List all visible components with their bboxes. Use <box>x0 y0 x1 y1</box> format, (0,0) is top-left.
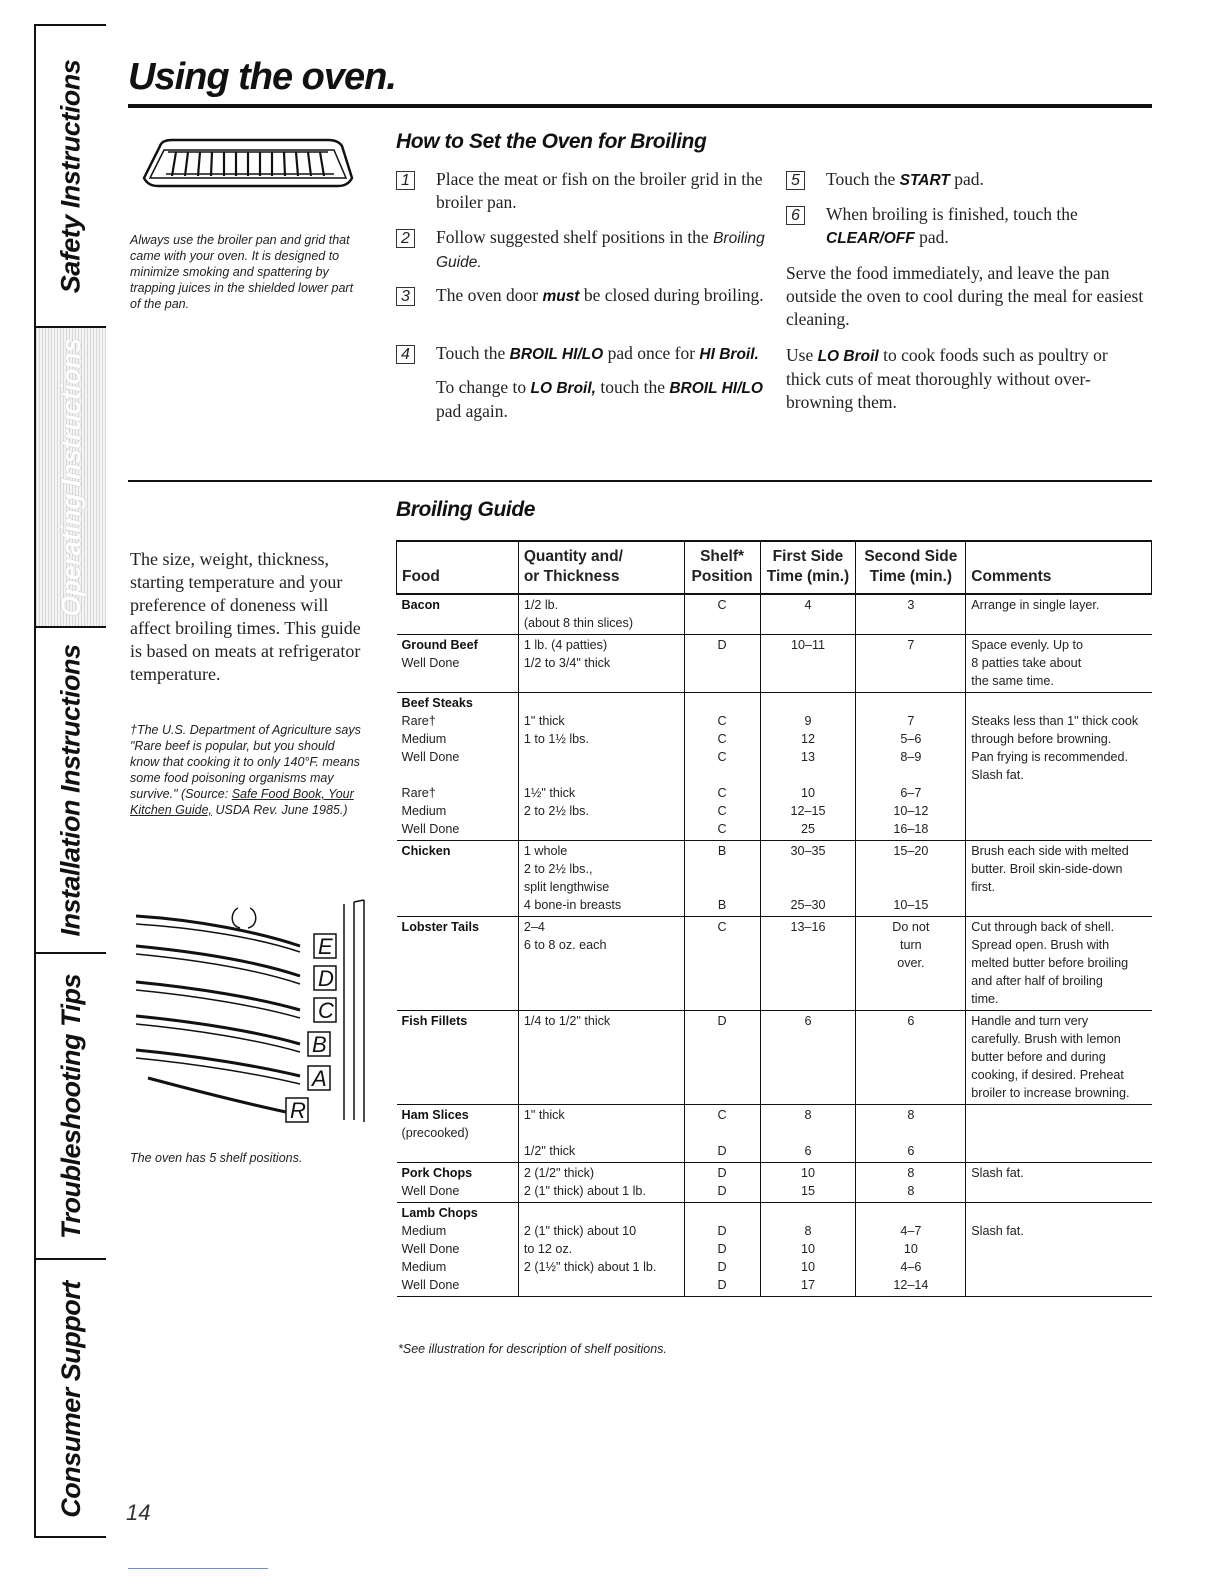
step-text: The oven door must be closed during broiling. <box>436 285 764 305</box>
table-header-row <box>397 541 1152 594</box>
shelf-label-d: D <box>318 966 334 991</box>
step-5 <box>786 168 1156 192</box>
step-number: 4 <box>396 345 415 364</box>
step-number: 2 <box>396 229 415 248</box>
page-number: 14 <box>126 1500 151 1525</box>
cell-second: 6 <box>856 1011 966 1105</box>
shelf-label-c: C <box>318 998 334 1023</box>
cell-first: 8 6 <box>760 1105 856 1163</box>
tab-operating-instructions[interactable]: Operating Instructions <box>36 328 106 628</box>
tab-safety-instructions[interactable]: Safety Instructions <box>36 26 106 328</box>
cell-comments: Brush each side with melted butter. Broil skin-side-down first. <box>966 841 1152 917</box>
cell-second: 4–7 10 4–6 12–14 <box>856 1203 966 1297</box>
broiler-pan-caption: Always use the broiler pan and grid that came with your oven. It is designed to minimize smoking and spattering by trapping juices in the shielded lower part of the pan. <box>130 233 354 311</box>
cell-food: Bacon <box>397 594 519 635</box>
page-title: Using the oven. <box>128 56 396 98</box>
cell-comments <box>966 1105 1152 1163</box>
usda-note: †The U.S. Department of Agriculture says "Rare beef is popular, but you should know that cooking it to only 140°F. means some food poisoning organisms may survive." (Source: Safe Food Book, Your Kitchen Guide, USDA Rev. June 1985.) <box>130 723 361 817</box>
step-number: 6 <box>786 206 805 225</box>
table-row <box>397 594 1152 635</box>
cell-qty: 1" thick 1/2" thick <box>518 1105 684 1163</box>
table-row <box>397 1203 1152 1297</box>
table-row <box>397 917 1152 1011</box>
step-text: Touch the BROIL HI/LO pad once for HI Broil. To change to LO Broil, touch the BROIL HI/LO pad again. <box>436 343 763 421</box>
cell-shelf: B B <box>684 841 760 917</box>
shelf-caption: The oven has 5 shelf positions. <box>130 1151 303 1165</box>
table-row <box>397 1163 1152 1203</box>
broiling-guide-heading: Broiling Guide <box>396 498 536 521</box>
cell-first: 8 10 10 17 <box>760 1203 856 1297</box>
shelf-label-e: E <box>318 934 333 959</box>
cell-qty: 1 lb. (4 patties) 1/2 to 3/4" thick <box>518 635 684 693</box>
cell-qty: 1 whole 2 to 2½ lbs., split lengthwise 4 bone-in breasts <box>518 841 684 917</box>
table-row <box>397 693 1152 841</box>
cell-comments: Slash fat. <box>966 1203 1152 1297</box>
cell-shelf: D D <box>684 1163 760 1203</box>
cell-qty: 1" thick 1 to 1½ lbs. 1½" thick 2 to 2½ lbs. <box>518 693 684 841</box>
serve-paragraph: Serve the food immediately, and leave the pan outside the oven to cool during the meal for easiest cleaning. <box>786 263 1144 329</box>
shelf-label-b: B <box>312 1032 327 1057</box>
col-comments: Comments <box>966 541 1152 594</box>
cell-first: 13–16 <box>760 917 856 1011</box>
cell-second: 8 6 <box>856 1105 966 1163</box>
shelf-label-r: R <box>290 1098 306 1123</box>
cell-comments: Cut through back of shell. Spread open. Brush with melted butter before broiling and after half of broiling time. <box>966 917 1152 1011</box>
source-link: Safe Food Book, Your Kitchen Guide, <box>130 787 354 817</box>
step-4 <box>396 342 766 423</box>
broiler-pan-illustration <box>138 128 358 208</box>
cell-second: 8 8 <box>856 1163 966 1203</box>
cell-food: Lobster Tails <box>397 917 519 1011</box>
cell-shelf: D D D D <box>684 1203 760 1297</box>
footer-line <box>128 1568 268 1569</box>
guide-intro: The size, weight, thickness, starting temperature and your preference of doneness will affect broiling times. This guide is based on meats at refrigerator temperature. <box>130 549 361 684</box>
tab-consumer-support[interactable]: Consumer Support <box>55 1280 86 1518</box>
cell-qty: 2–4 6 to 8 oz. each <box>518 917 684 1011</box>
tab-installation-instructions[interactable]: Installation Instructions <box>36 628 106 954</box>
cell-food: Pork Chops Well Done <box>397 1163 519 1203</box>
col-quantity: Quantity and/ or Thickness <box>518 541 684 594</box>
cell-second: 7 <box>856 635 966 693</box>
cell-comments: Arrange in single layer. <box>966 594 1152 635</box>
cell-food: Lamb Chops Medium Well Done Medium Well Done <box>397 1203 519 1297</box>
lo-broil-paragraph: Use LO Broil to cook foods such as poultry or thick cuts of meat thoroughly without over-browning them. <box>786 345 1108 412</box>
cell-food: Chicken <box>397 841 519 917</box>
broiling-heading: How to Set the Oven for Broiling <box>396 130 707 153</box>
cell-first: 10–11 <box>760 635 856 693</box>
cell-first: 9 12 13 10 12–15 25 <box>760 693 856 841</box>
cell-comments: Slash fat. <box>966 1163 1152 1203</box>
cell-comments: Steaks less than 1" thick cook through before browning. Pan frying is recommended. Slash fat. <box>966 693 1152 841</box>
tab-troubleshooting-tips[interactable]: Troubleshooting Tips <box>36 954 106 1260</box>
cell-food: Ground Beef Well Done <box>397 635 519 693</box>
step-number: 3 <box>396 287 415 306</box>
sidebar-tabs <box>34 24 106 1538</box>
cell-food: Ham Slices (precooked) <box>397 1105 519 1163</box>
cell-second: 3 <box>856 594 966 635</box>
step-3 <box>396 284 766 308</box>
cell-first: 10 15 <box>760 1163 856 1203</box>
cell-shelf: C D <box>684 1105 760 1163</box>
footnote: *See illustration for description of shelf positions. <box>398 1342 667 1356</box>
cell-qty: 1/4 to 1/2" thick <box>518 1011 684 1105</box>
cell-second: 15–20 10–15 <box>856 841 966 917</box>
table-row <box>397 635 1152 693</box>
step-number: 1 <box>396 171 415 190</box>
cell-shelf: C C C C C C <box>684 693 760 841</box>
cell-comments: Handle and turn very carefully. Brush with lemon butter before and during cooking, if desired. Preheat broiler to increase browning. <box>966 1011 1152 1105</box>
cell-food: Fish Fillets <box>397 1011 519 1105</box>
cell-first: 4 <box>760 594 856 635</box>
table-row <box>397 1105 1152 1163</box>
cell-second: 7 5–6 8–9 6–7 10–12 16–18 <box>856 693 966 841</box>
broiling-guide-table <box>396 540 1152 1297</box>
shelf-positions-illustration <box>118 898 380 1148</box>
step-text: Place the meat or fish on the broiler grid in the broiler pan. <box>436 169 763 212</box>
cell-shelf: D <box>684 635 760 693</box>
cell-food: Beef Steaks Rare† Medium Well Done Rare† Medium Well Done <box>397 693 519 841</box>
col-shelf: Shelf* Position <box>684 541 760 594</box>
cell-shelf: C <box>684 594 760 635</box>
title-rule <box>128 104 1152 108</box>
step-text: Touch the START pad. <box>826 169 984 189</box>
cell-first: 6 <box>760 1011 856 1105</box>
section-rule <box>128 480 1152 482</box>
step-text: When broiling is finished, touch the CLEAR/OFF pad. <box>826 204 1078 247</box>
step-6 <box>786 203 1156 250</box>
col-first-side: First Side Time (min.) <box>760 541 856 594</box>
col-second-side: Second Side Time (min.) <box>856 541 966 594</box>
step-text: Follow suggested shelf positions in the Broiling Guide. <box>436 227 765 271</box>
cell-shelf: C <box>684 917 760 1011</box>
step-2 <box>396 226 766 274</box>
cell-qty: 2 (1/2" thick) 2 (1" thick) about 1 lb. <box>518 1163 684 1203</box>
table-row <box>397 841 1152 917</box>
cell-first: 30–35 25–30 <box>760 841 856 917</box>
cell-qty: 1/2 lb. (about 8 thin slices) <box>518 594 684 635</box>
step-1 <box>396 168 766 214</box>
cell-second: Do not turn over. <box>856 917 966 1011</box>
shelf-label-a: A <box>312 1066 327 1091</box>
col-food: Food <box>397 541 519 594</box>
cell-comments: Space evenly. Up to 8 patties take about the same time. <box>966 635 1152 693</box>
cell-shelf: D <box>684 1011 760 1105</box>
cell-qty: 2 (1" thick) about 10 to 12 oz. 2 (1½" thick) about 1 lb. <box>518 1203 684 1297</box>
table-row <box>397 1011 1152 1105</box>
step-number: 5 <box>786 171 805 190</box>
